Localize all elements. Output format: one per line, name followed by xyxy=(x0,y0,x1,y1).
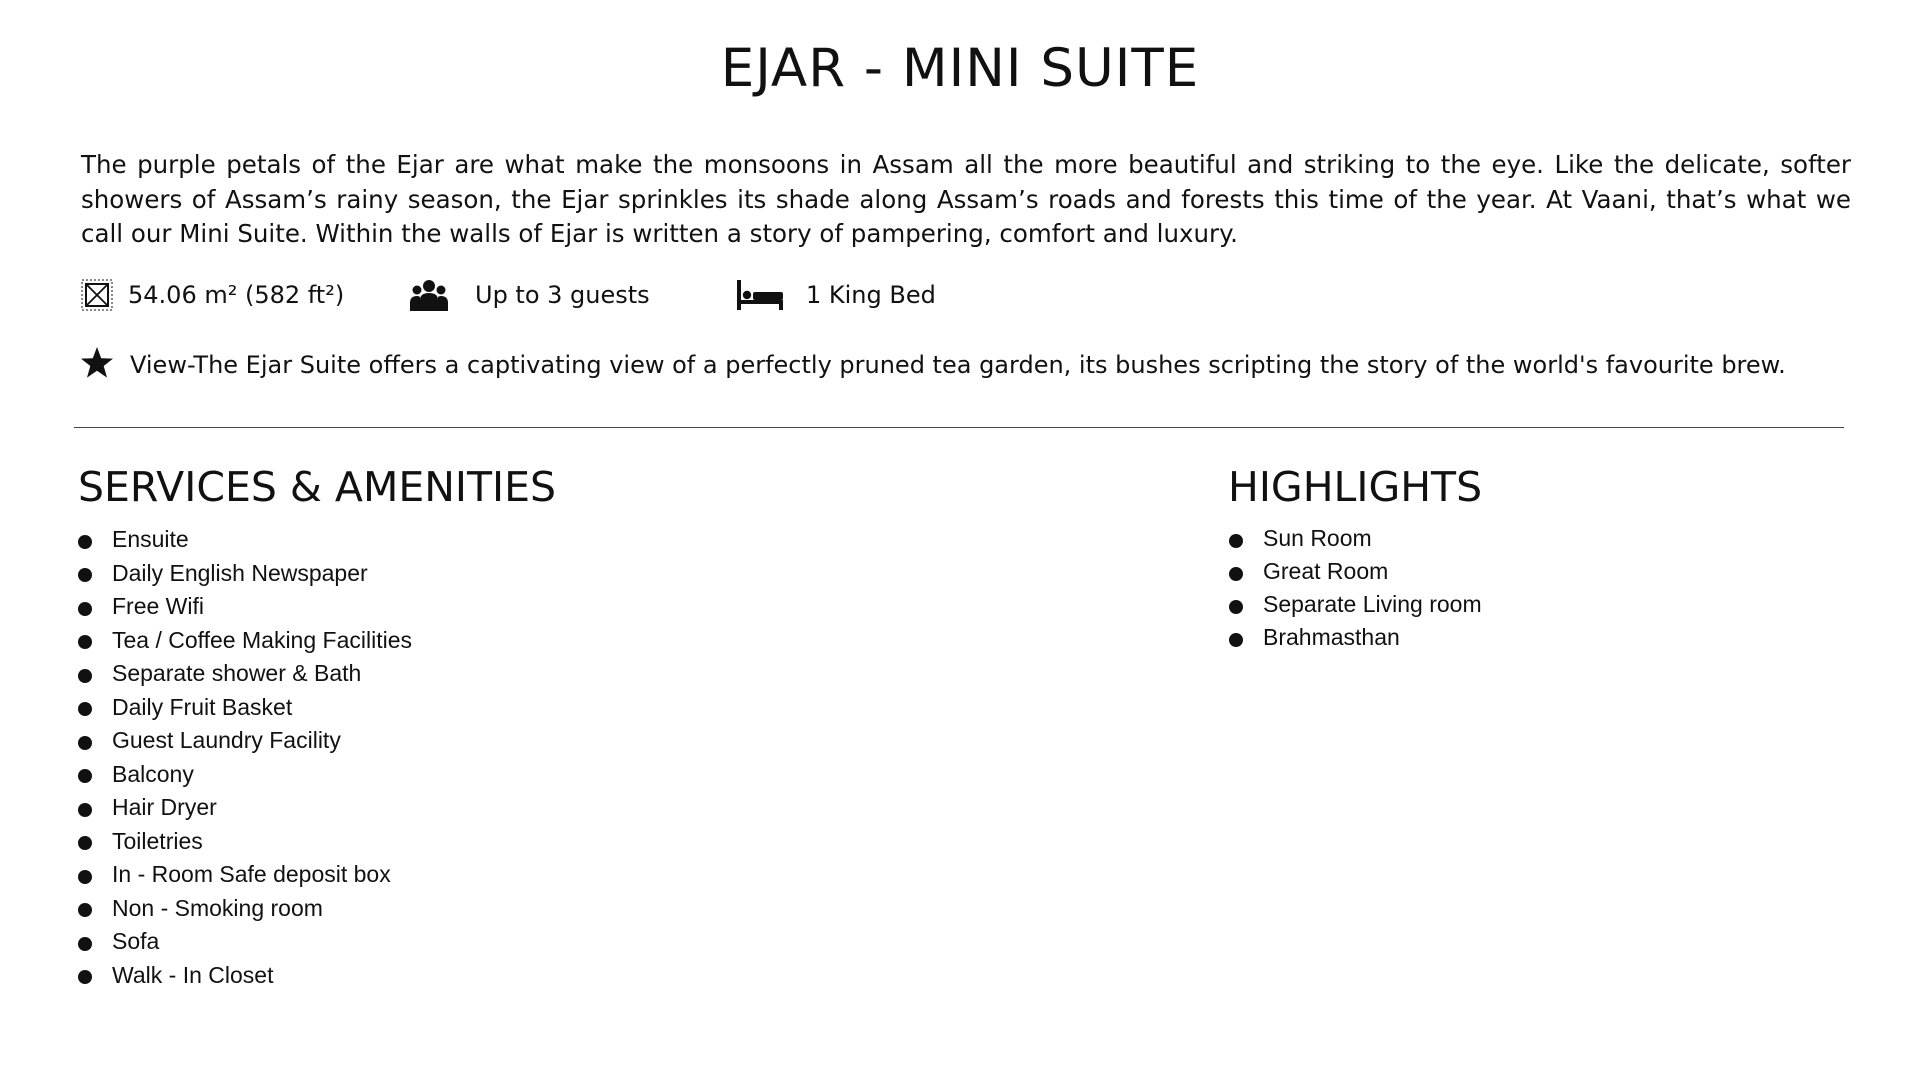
view-text: View-The Ejar Suite offers a captivating view of a perfectly pruned tea garden, its bushes scripting the story of the world's favourite brew. xyxy=(130,351,1786,379)
bullet-icon xyxy=(78,903,92,917)
list-item-label: Separate shower & Bath xyxy=(112,660,362,687)
bullet-icon xyxy=(78,602,92,616)
star-icon xyxy=(80,346,114,384)
list-item xyxy=(78,724,412,758)
list-item xyxy=(1229,621,1482,654)
list-item-label: Non - Smoking room xyxy=(112,894,323,921)
list-item xyxy=(1229,555,1482,588)
bullet-icon xyxy=(78,635,92,649)
bullet-icon xyxy=(78,535,92,549)
bullet-icon xyxy=(78,937,92,951)
list-item-label: Hair Dryer xyxy=(112,794,217,821)
list-item-label: Guest Laundry Facility xyxy=(112,727,341,754)
bullet-icon xyxy=(78,870,92,884)
list-item xyxy=(78,825,412,859)
spec-area xyxy=(80,274,344,316)
list-item xyxy=(78,657,412,691)
list-item-label: Great Room xyxy=(1263,558,1389,584)
list-item xyxy=(78,691,412,725)
bullet-icon xyxy=(1229,600,1243,614)
list-item-label: Balcony xyxy=(112,760,194,787)
list-item xyxy=(1229,588,1482,621)
list-item xyxy=(78,624,412,658)
list-item xyxy=(78,791,412,825)
amenities-title: SERVICES & AMENITIES xyxy=(78,463,557,511)
list-item xyxy=(78,858,412,892)
list-item-label: Separate Living room xyxy=(1263,591,1482,617)
bed-icon xyxy=(736,278,784,312)
spec-guests xyxy=(410,274,650,316)
list-item xyxy=(78,892,412,926)
spec-guests-text: Up to 3 guests xyxy=(475,281,650,309)
list-item xyxy=(1229,522,1482,555)
floor-area-icon xyxy=(80,278,114,312)
bullet-icon xyxy=(78,736,92,750)
bullet-icon xyxy=(78,970,92,984)
list-item-label: Sun Room xyxy=(1263,525,1372,551)
list-item xyxy=(78,557,412,591)
bullet-icon xyxy=(78,769,92,783)
list-item-label: Toiletries xyxy=(112,827,203,854)
guests-icon xyxy=(410,278,448,312)
spec-bed xyxy=(736,274,936,316)
room-description: The purple petals of the Ejar are what make the monsoons in Assam all the more beautiful and striking to the eye. Like the delicate, softer showers of Assam’s rainy season, the Ejar sprinkles its shade along Assam’s roads and forests this time of the year. At Vaani, that’s what we call our Mini Suite. Within the walls of Ejar is written a story of pampering, comfort and luxury. xyxy=(81,150,1851,248)
list-item xyxy=(78,590,412,624)
bullet-icon xyxy=(78,669,92,683)
list-item-label: Walk - In Closet xyxy=(112,961,274,988)
bullet-icon xyxy=(78,836,92,850)
list-item xyxy=(78,523,412,557)
list-item-label: In - Room Safe deposit box xyxy=(112,861,391,888)
view-info xyxy=(80,343,1786,387)
bullet-icon xyxy=(1229,567,1243,581)
room-specs xyxy=(80,274,1780,316)
highlights-list xyxy=(1229,522,1482,654)
list-item-label: Ensuite xyxy=(112,526,189,553)
list-item xyxy=(78,758,412,792)
list-item-label: Brahmasthan xyxy=(1263,624,1400,650)
highlights-title: HIGHLIGHTS xyxy=(1228,463,1483,511)
list-item-label: Tea / Coffee Making Facilities xyxy=(112,626,412,653)
list-item xyxy=(78,925,412,959)
list-item-label: Sofa xyxy=(112,928,160,955)
section-divider xyxy=(74,427,1844,428)
bullet-icon xyxy=(1229,534,1243,548)
bullet-icon xyxy=(78,702,92,716)
bullet-icon xyxy=(1229,633,1243,647)
bullet-icon xyxy=(78,568,92,582)
list-item-label: Free Wifi xyxy=(112,593,204,620)
list-item xyxy=(78,959,412,993)
amenities-list xyxy=(78,523,412,992)
list-item-label: Daily Fruit Basket xyxy=(112,693,293,720)
page-title: EJAR - MINI SUITE xyxy=(720,38,1200,99)
bullet-icon xyxy=(78,803,92,817)
list-item-label: Daily English Newspaper xyxy=(112,559,368,586)
spec-bed-text: 1 King Bed xyxy=(806,281,936,309)
spec-area-text: 54.06 m² (582 ft²) xyxy=(128,281,345,309)
